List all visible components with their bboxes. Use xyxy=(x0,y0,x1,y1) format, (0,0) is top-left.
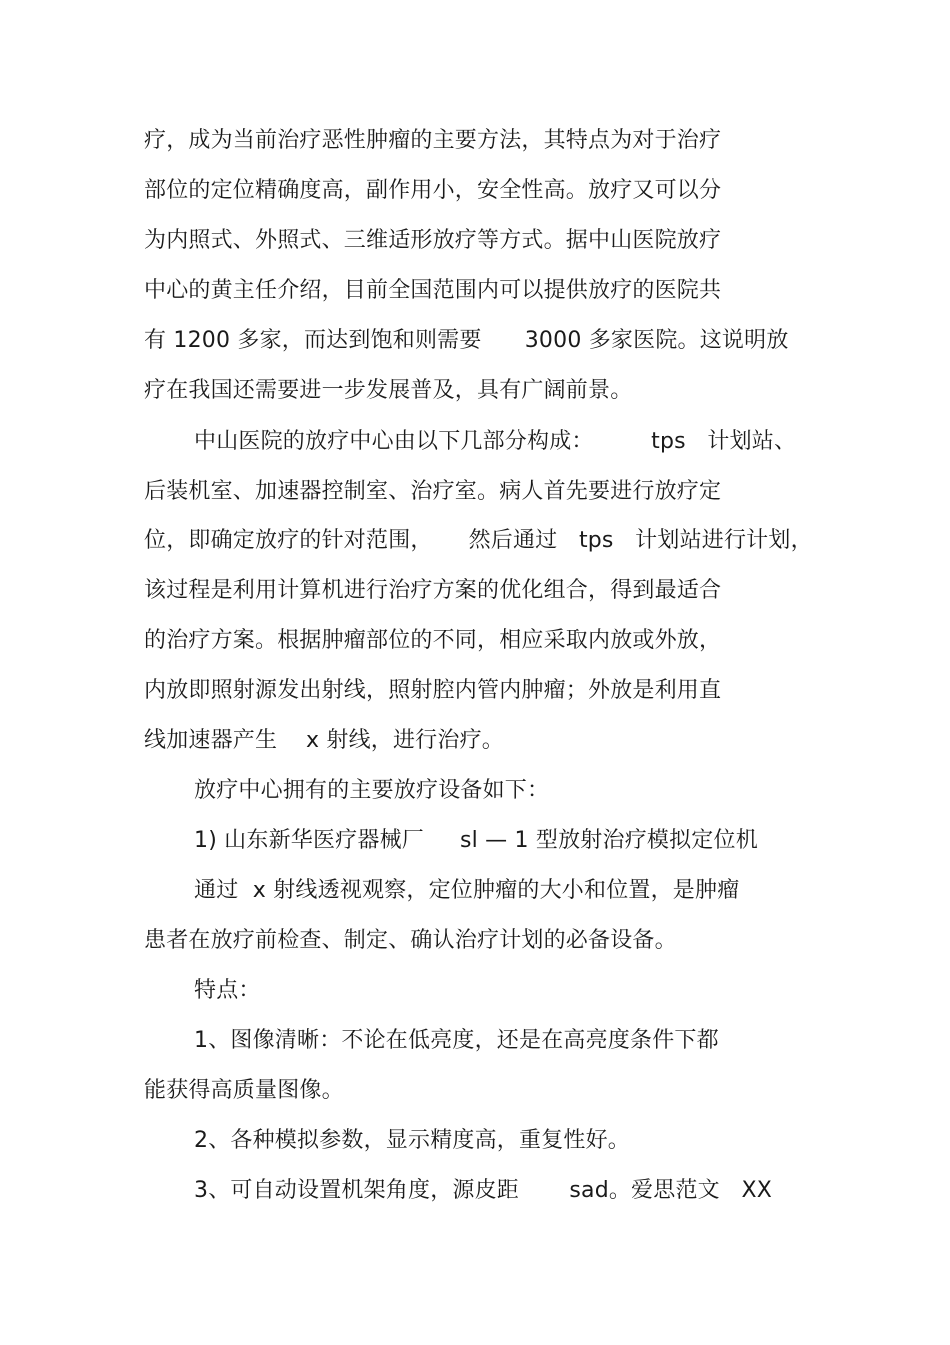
text-line: 疗，成为当前治疗恶性肿瘤的主要方法，其特点为对于治疗 xyxy=(144,128,722,153)
text-line: 疗在我国还需要进一步发展普及，具有广阔前景。 xyxy=(144,378,633,403)
list-item-line: 1、图像清晰：不论在低亮度，还是在高亮度条件下都 xyxy=(194,1028,719,1053)
text-line: 为内照式、外照式、三维适形放疗等方式。据中山医院放疗 xyxy=(144,228,722,253)
text-line: 后装机室、加速器控制室、治疗室。病人首先要进行放疗定 xyxy=(144,479,722,504)
text-line: 的治疗方案。根据肿瘤部位的不同，相应采取内放或外放， xyxy=(144,628,722,653)
text-line: 位，即确定放疗的针对范围， 然后通过 tps 计划站进行计划， xyxy=(144,528,813,553)
text-line: 能获得高质量图像。 xyxy=(144,1078,344,1103)
paragraph-start-line: 通过 x 射线透视观察，定位肿瘤的大小和位置，是肿瘤 xyxy=(194,878,740,903)
section-label: 特点： xyxy=(194,978,261,1003)
text-line: 患者在放疗前检查、制定、确认治疗计划的必备设备。 xyxy=(144,928,677,953)
text-line: 该过程是利用计算机进行治疗方案的优化组合，得到最适合 xyxy=(144,578,722,603)
text-line: 线加速器产生 x 射线，进行治疗。 xyxy=(144,728,504,753)
text-line: 有 1200 多家，而达到饱和则需要 3000 多家医院。这说明放 xyxy=(144,328,789,353)
paragraph-start-line: 放疗中心拥有的主要放疗设备如下： xyxy=(194,778,550,803)
list-item-line: 2、各种模拟参数，显示精度高，重复性好。 xyxy=(194,1128,630,1153)
text-line: 部位的定位精确度高，副作用小，安全性高。放疗又可以分 xyxy=(144,178,722,203)
list-item-line: 1) 山东新华医疗器械厂 sl — 1 型放射治疗模拟定位机 xyxy=(194,828,758,853)
list-item-line: 3、可自动设置机架角度，源皮距 sad。爱思范文 XX xyxy=(194,1178,772,1203)
text-line: 中心的黄主任介绍，目前全国范围内可以提供放疗的医院共 xyxy=(144,278,722,303)
paragraph-start-line: 中山医院的放疗中心由以下几部分构成： tps 计划站、 xyxy=(194,429,797,454)
text-line: 内放即照射源发出射线，照射腔内管内肿瘤；外放是利用直 xyxy=(144,678,722,703)
